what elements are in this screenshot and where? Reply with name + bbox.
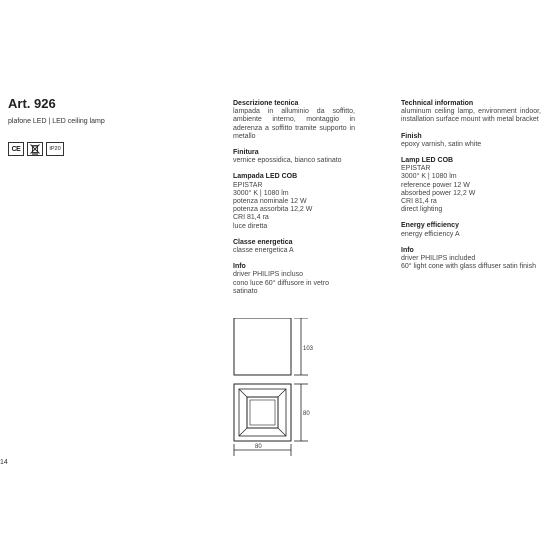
spec-heading: Finish: [401, 132, 422, 140]
spec-block: [233, 149, 355, 165]
spec-line: cono luce 60° diffusore in vetro satinato: [233, 279, 330, 295]
spec-block: [401, 222, 541, 238]
spec-line: 3000° K | 1080 lm: [233, 189, 289, 197]
spec-heading: Classe energetica: [233, 238, 293, 246]
italian-specs: [233, 100, 355, 304]
spec-heading: Info: [401, 246, 414, 254]
spec-heading: Technical information: [401, 100, 474, 107]
article-title: Art. 926: [8, 96, 56, 111]
spec-line: aluminum ceiling lamp, environment indoor, installation surface mount with metal bracket: [401, 108, 541, 124]
spec-line: lampada in alluminio da soffitto, ambiente interno, montaggio in aderenza a soffitto tramite supporto in metallo: [233, 108, 355, 140]
spec-line: luce diretta: [233, 222, 268, 230]
certification-icons: [8, 142, 64, 156]
spec-heading: Lampada LED COB: [233, 173, 298, 181]
spec-block: [401, 157, 541, 214]
dimension-drawing: [228, 318, 318, 458]
english-specs: [401, 100, 541, 279]
spec-line: potenza assorbita 12,2 W: [233, 206, 313, 214]
spec-line: classe energetica A: [233, 247, 294, 255]
subtitle-separator: |: [46, 118, 53, 125]
spec-line: potenza nominale 12 W: [233, 198, 307, 206]
spec-heading: Finitura: [233, 149, 259, 157]
spec-block: [233, 100, 355, 141]
depth-label: 80: [303, 411, 310, 417]
spec-line: reference power 12 W: [401, 181, 470, 189]
height-label: 103: [303, 346, 314, 352]
spec-line: 3000° K | 1080 lm: [401, 173, 457, 181]
product-subtitle: [8, 118, 105, 125]
spec-block: [233, 263, 355, 296]
spec-heading: Info: [233, 263, 246, 271]
spec-block: [233, 239, 355, 255]
subtitle-english: LED ceiling lamp: [52, 118, 105, 125]
spec-line: epoxy varnish, satin white: [401, 140, 482, 148]
spec-block: [233, 173, 355, 230]
spec-block: [401, 247, 541, 272]
side-view: [234, 318, 291, 375]
spec-line: EPISTAR: [233, 181, 263, 189]
top-view: [234, 384, 291, 441]
spec-line: energy efficiency A: [401, 230, 460, 238]
width-label: 80: [255, 444, 262, 450]
subtitle-italian: plafone LED: [8, 118, 47, 125]
spec-line: direct lighting: [401, 206, 443, 214]
spec-heading: Lamp LED COB: [401, 157, 454, 165]
spec-line: CRI 81,4 ra: [401, 198, 437, 206]
crossed-bin-icon: [27, 142, 43, 156]
spec-line: EPISTAR: [401, 165, 431, 173]
crossed-bin-glyph: [29, 143, 41, 155]
spec-block: [401, 100, 541, 125]
ip20-rating-icon: IP20: [46, 142, 64, 156]
spec-line: CRI 81,4 ra: [233, 214, 269, 222]
spec-line: vernice epossidica, bianco satinato: [233, 157, 342, 165]
ce-mark-icon: CE: [8, 142, 24, 156]
spec-block: [401, 133, 541, 149]
page-number: 14: [0, 459, 8, 466]
spec-line: absorbed power 12,2 W: [401, 189, 476, 197]
spec-heading: Energy efficiency: [401, 222, 459, 230]
spec-line: driver PHILIPS included: [401, 255, 476, 263]
spec-heading: Descrizione tecnica: [233, 100, 299, 107]
spec-line: 60° light cone with glass diffuser satin finish: [401, 263, 536, 271]
spec-line: driver PHILIPS incluso: [233, 271, 304, 279]
